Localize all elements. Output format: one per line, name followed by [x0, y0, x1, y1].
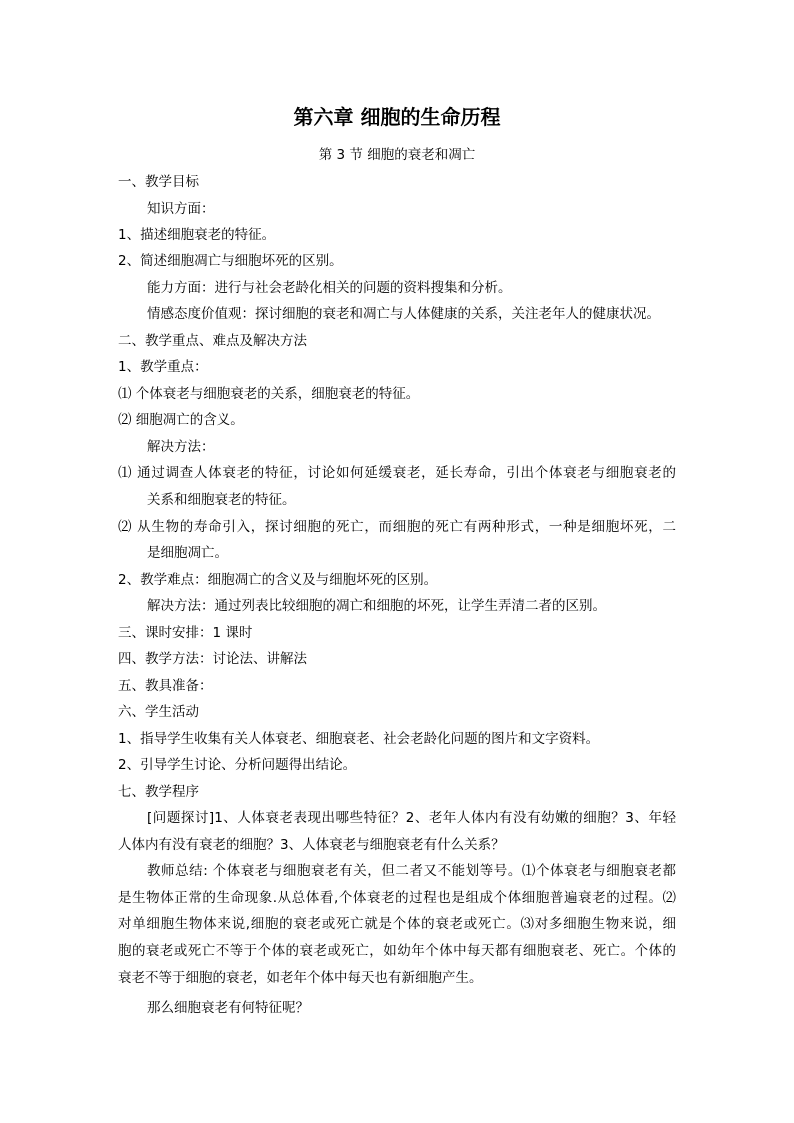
subheading-knowledge: 知识方面： [147, 201, 215, 217]
heading-objectives: 一、教学目标 [118, 174, 199, 190]
list-item: 1、描述细胞衰老的特征。 [118, 227, 276, 243]
subheading-ability: 能力方面：进行与社会老龄化相关的问题的资料搜集和分析。 [147, 280, 512, 296]
subheading-solution: 解决方法： [147, 439, 215, 455]
paragraph-line: 人体内有没有衰老的细胞？3、人体衰老与细胞衰老有什么关系？ [118, 837, 505, 853]
subheading-attitude: 情感态度价值观：探讨细胞的衰老和凋亡与人体健康的关系，关注老年人的健康状况。 [147, 306, 660, 322]
paragraph-line: 是生物体正常的生命现象.从总体看,个体衰老的过程也是组成个体细胞普遍衰老的过程。⑵ [118, 890, 676, 906]
list-item-continuation: 关系和细胞衰老的特征。 [147, 492, 296, 508]
list-item: 2、引导学生讨论、分析问题得出结论。 [118, 757, 357, 773]
heading-procedure: 七、教学程序 [118, 784, 199, 800]
heading-methods: 四、教学方法：讨论法、讲解法 [118, 651, 307, 667]
chapter-title: 第六章 细胞的生命历程 [293, 105, 501, 129]
subheading-difficulty: 2、教学难点：细胞凋亡的含义及与细胞坏死的区别。 [118, 572, 438, 588]
paragraph-line: [问题探讨]1、人体衰老表现出哪些特征？2、老年人体内有没有幼嫩的细胞？3、年轻 [147, 810, 676, 826]
list-item: ⑵ 细胞凋亡的含义。 [118, 412, 244, 428]
heading-materials: 五、教具准备： [118, 678, 213, 694]
paragraph-line: 那么细胞衰老有何特征呢？ [147, 1000, 309, 1016]
list-item-continuation: 是细胞凋亡。 [147, 545, 228, 561]
list-item: 2、简述细胞凋亡与细胞坏死的区别。 [118, 253, 343, 269]
list-item: 1、指导学生收集有关人体衰老、细胞衰老、社会老龄化问题的图片和文字资料。 [118, 731, 600, 747]
subheading-solution: 解决方法：通过列表比较细胞的凋亡和细胞的坏死，让学生弄清二者的区别。 [147, 598, 606, 614]
paragraph-line: 胞的衰老或死亡不等于个体的衰老或死亡，如幼年个体中每天都有细胞衰老、死亡。个体的 [118, 943, 676, 959]
paragraph-line: 衰老不等于细胞的衰老，如老年个体中每天也有新细胞产生。 [118, 970, 483, 986]
list-item: ⑴ 个体衰老与细胞衰老的关系，细胞衰老的特征。 [118, 386, 420, 402]
paragraph-line: 对单细胞生物体来说,细胞的衰老或死亡就是个体的衰老或死亡。⑶对多细胞生物来说，细 [118, 916, 676, 932]
paragraph-line: 教师总结: 个体衰老与细胞衰老有关，但二者又不能划等号。⑴个体衰老与细胞衰老都 [147, 863, 676, 879]
heading-schedule: 三、课时安排：1 课时 [118, 625, 253, 641]
section-subtitle: 第 3 节 细胞的衰老和凋亡 [318, 147, 476, 163]
list-item: ⑵ 从生物的寿命引入，探讨细胞的死亡，而细胞的死亡有两种形式，一种是细胞坏死，二 [118, 519, 676, 535]
subheading-key-points: 1、教学重点： [118, 359, 208, 375]
list-item: ⑴ 通过调查人体衰老的特征，讨论如何延缓衰老，延长寿命，引出个体衰老与细胞衰老的 [118, 465, 676, 481]
heading-student-activities: 六、学生活动 [118, 704, 199, 720]
heading-key-points: 二、教学重点、难点及解决方法 [118, 333, 307, 349]
